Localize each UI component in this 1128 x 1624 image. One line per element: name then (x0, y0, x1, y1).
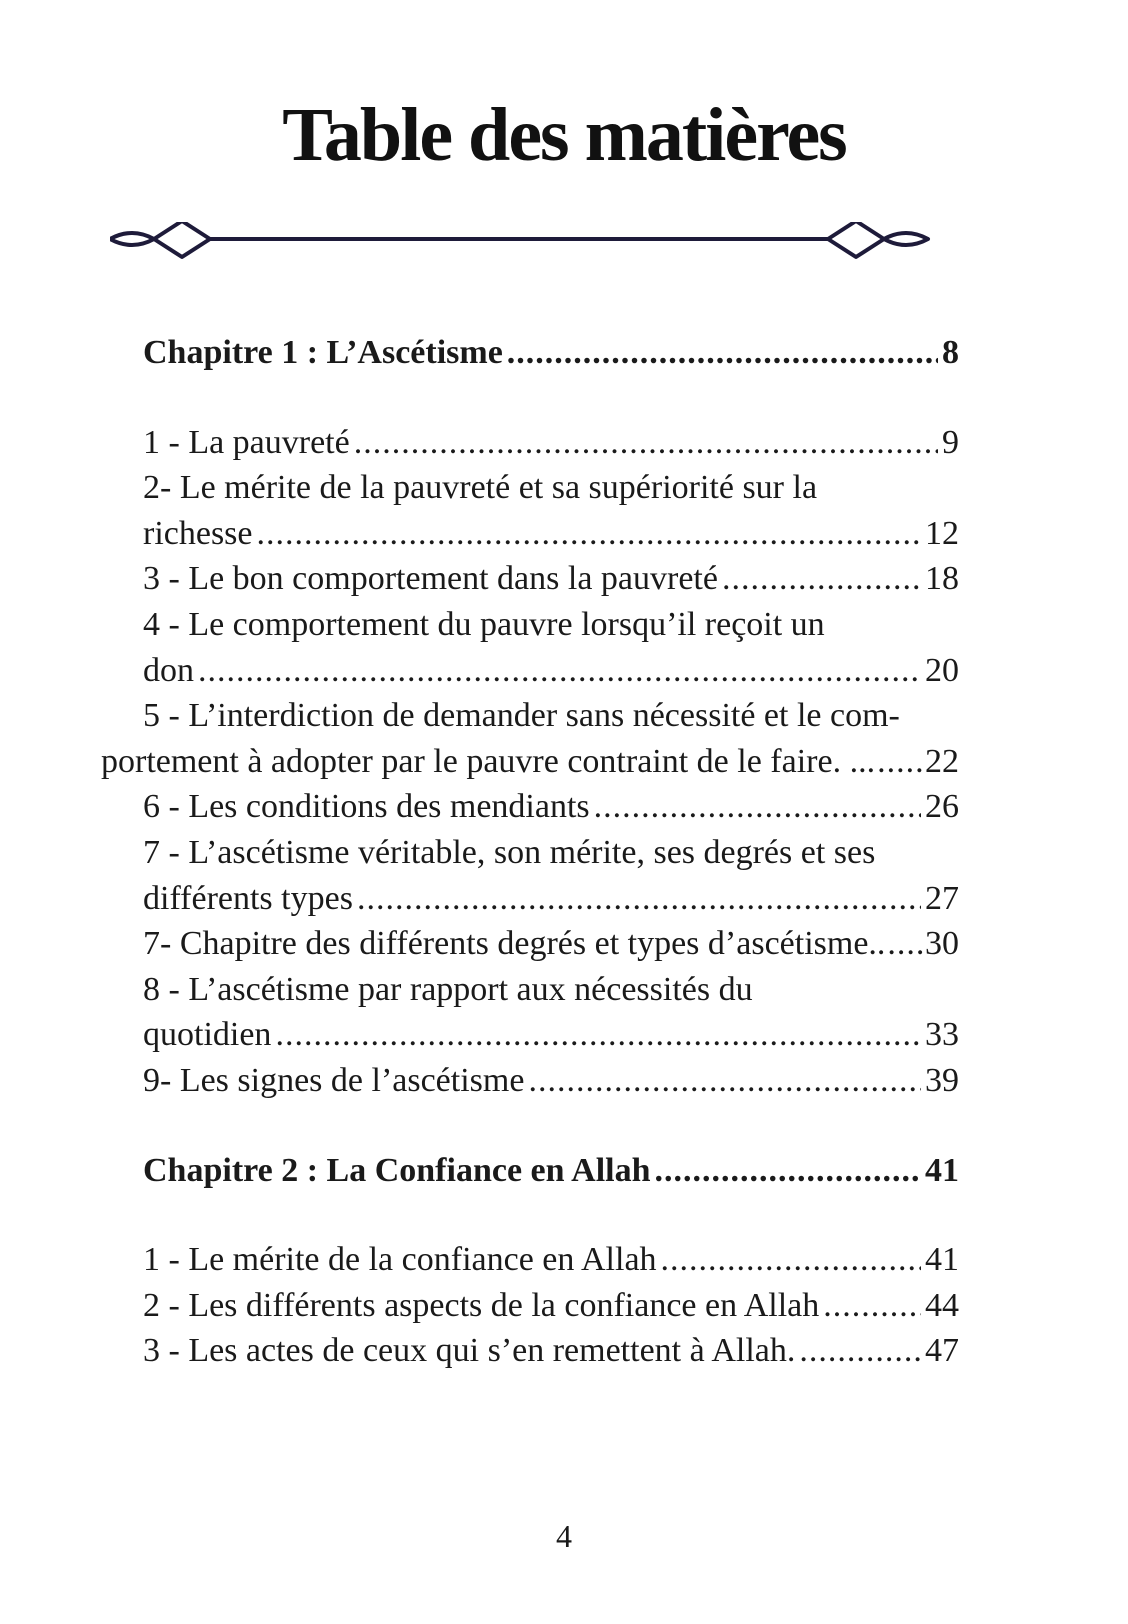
toc-entry[interactable]: 1 - Le mérite de la confiance en Allah ..... 41 (143, 1237, 959, 1283)
toc-entry[interactable]: 7- Chapitre des différents degrés et types d’ascétisme.. ..... 30 (143, 921, 959, 967)
chapter-1-entry[interactable]: Chapitre 1 : L’Ascétisme ..... 8 (143, 330, 959, 376)
page-number: 4 (556, 1518, 572, 1554)
toc-entry-line: 8 - L’ascétisme par rapport aux nécessités du (143, 970, 753, 1008)
page-title: Table des matières (282, 93, 846, 177)
toc-entry[interactable]: quotidien ..... 33 (143, 1012, 959, 1058)
table-of-contents (101, 330, 959, 1374)
toc-entry[interactable]: portement à adopter par le pauvre contraint de le faire. ... ..... 22 (101, 739, 959, 785)
ornament-divider (110, 222, 960, 278)
toc-entry-line: 5 - L’interdiction de demander sans nécessité et le com- (143, 697, 900, 735)
toc-entry[interactable]: richesse ..... 12 (143, 511, 959, 557)
toc-entry-line: 7 - L’ascétisme véritable, son mérite, ses degrés et ses (143, 833, 876, 871)
toc-entry[interactable]: différents types ..... 27 (143, 876, 959, 922)
toc-entry-line: 4 - Le comportement du pauvre lorsqu’il reçoit un (143, 605, 825, 643)
toc-entry[interactable]: 9- Les signes de l’ascétisme ..... 39 (143, 1058, 959, 1104)
toc-entry[interactable]: 6 - Les conditions des mendiants ..... 26 (143, 784, 959, 830)
toc-entry[interactable]: 3 - Les actes de ceux qui s’en remettent à Allah. ..... 47 (143, 1328, 959, 1374)
toc-entry[interactable]: don ..... 20 (143, 648, 959, 694)
toc-entry-line: 2- Le mérite de la pauvreté et sa supériorité sur la (143, 469, 818, 507)
chapter-2-entry[interactable]: Chapitre 2 : La Confiance en Allah ..... 41 (143, 1148, 959, 1194)
toc-entry[interactable]: 2 - Les différents aspects de la confiance en Allah ..... 44 (143, 1283, 959, 1329)
toc-entry[interactable]: 3 - Le bon comportement dans la pauvreté ..... 18 (143, 556, 959, 602)
toc-entry[interactable]: 1 - La pauvreté ..... 9 (143, 420, 959, 466)
